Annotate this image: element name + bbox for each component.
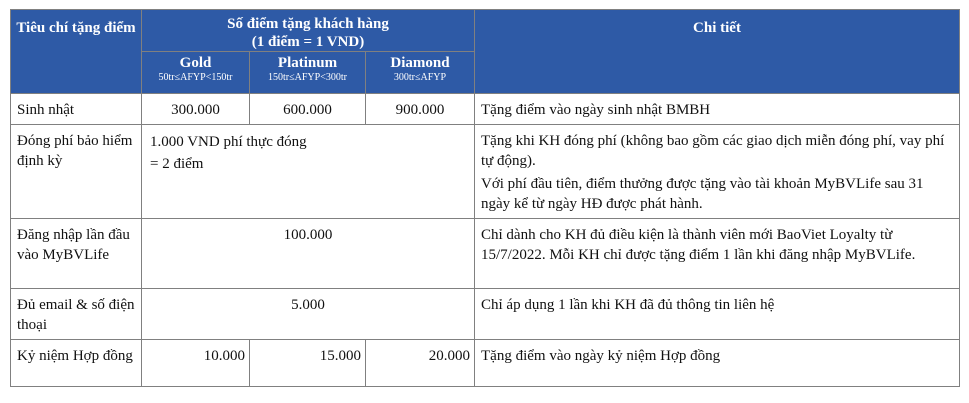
tier-name: Platinum: [277, 55, 338, 71]
detail-paragraph-1: Tặng khi KH đóng phí (không bao gồm các giao dịch miễn đóng phí, vay phí tự động).: [481, 133, 945, 169]
detail-paragraph-2: Với phí đầu tiên, điểm thưởng được tặng vào tài khoản MyBVLife sau 31 ngày kể từ ngày HĐ được phát hành.: [481, 176, 924, 212]
row-detail: Chỉ áp dụng 1 lần khi KH đã đủ thông tin liên hệ: [475, 289, 960, 340]
row-criteria: Đăng nhập lần đầu vào MyBVLife: [11, 219, 142, 289]
header-tier-platinum: [250, 52, 366, 94]
header-tier-diamond: [366, 52, 475, 94]
table-row: [11, 219, 960, 289]
row-detail: Tặng điểm vào ngày sinh nhật BMBH: [475, 94, 960, 125]
header-points-group-line2: (1 điểm = 1 VND): [251, 34, 365, 50]
row-criteria: Đóng phí bảo hiểm định kỳ: [11, 125, 142, 219]
tier-name: Gold: [179, 55, 212, 71]
row-criteria: Kỷ niệm Hợp đồng: [11, 340, 142, 387]
tier-rule: 50tr≤AFYP<150tr: [158, 72, 233, 83]
table-row: [11, 125, 960, 219]
row-detail: Tặng điểm vào ngày kỷ niệm Hợp đồng: [475, 340, 960, 387]
header-criteria: Tiêu chí tặng điểm: [11, 10, 142, 94]
header-detail: Chi tiết: [475, 10, 960, 94]
diamond-points: 20.000: [366, 340, 475, 387]
header-points-group: [142, 10, 475, 52]
row-detail: Chỉ dành cho KH đủ điều kiện là thành viên mới BaoViet Loyalty từ 15/7/2022. Mỗi KH chỉ được tặng điểm 1 lần khi đăng nhập MyBVLife.: [475, 219, 960, 289]
reward-points-table: [10, 9, 960, 387]
tier-rule: 300tr≤AFYP: [393, 72, 447, 83]
row-criteria: Đủ email & số điện thoại: [11, 289, 142, 340]
table-row: [11, 340, 960, 387]
points-line1: 1.000 VND phí thực đóng: [150, 134, 307, 150]
table-row: [11, 289, 960, 340]
header-row: [11, 10, 960, 52]
row-detail: [475, 125, 960, 219]
header-points-group-line1: Số điểm tặng khách hàng: [227, 16, 389, 32]
row-points: 5.000: [142, 289, 475, 340]
row-points: 100.000: [142, 219, 475, 289]
points-line2: = 2 điểm: [150, 156, 204, 172]
diamond-points: 900.000: [366, 94, 475, 125]
row-points: [142, 125, 475, 219]
gold-points: 10.000: [142, 340, 250, 387]
platinum-points: 15.000: [250, 340, 366, 387]
header-tier-gold: [142, 52, 250, 94]
tier-name: Diamond: [390, 55, 450, 71]
table-row: [11, 94, 960, 125]
platinum-points: 600.000: [250, 94, 366, 125]
row-criteria: Sinh nhật: [11, 94, 142, 125]
tier-rule: 150tr≤AFYP<300tr: [268, 72, 347, 83]
gold-points: 300.000: [142, 94, 250, 125]
